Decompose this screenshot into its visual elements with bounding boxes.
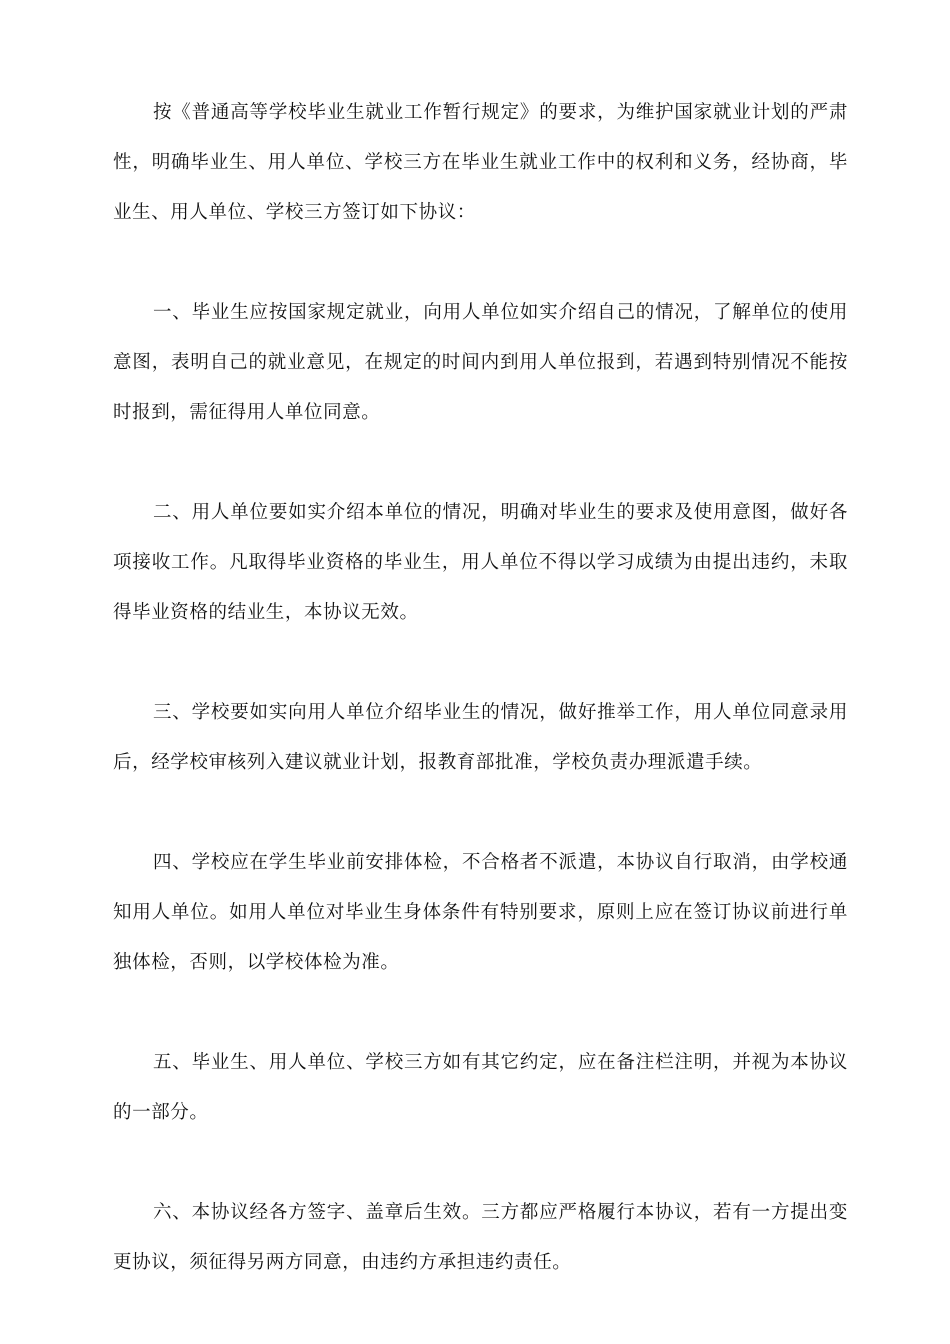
clause-3-paragraph: 三、学校要如实向用人单位介绍毕业生的情况，做好推举工作，用人单位同意录用后，经学校审核列入建议就业计划，报教育部批准，学校负责办理派遣手续。 (113, 702, 848, 773)
clause-1-paragraph: 一、毕业生应按国家规定就业，向用人单位如实介绍自己的情况，了解单位的使用意图，表明自己的就业意见，在规定的时间内到用人单位报到，若遇到特别情况不能按时报到，需征得用人单位同意。 (113, 302, 848, 423)
clause-6-paragraph: 六、本协议经各方签字、盖章后生效。三方都应严格履行本协议，若有一方提出变更协议，须征得另两方同意，由违约方承担违约责任。 (113, 1202, 848, 1273)
clause-5-paragraph: 五、毕业生、用人单位、学校三方如有其它约定，应在备注栏注明，并视为本协议的一部分。 (113, 1052, 848, 1123)
clause-2-paragraph: 二、用人单位要如实介绍本单位的情况，明确对毕业生的要求及使用意图，做好各项接收工作。凡取得毕业资格的毕业生，用人单位不得以学习成绩为由提出违约，未取得毕业资格的结业生，本协议无效。 (113, 502, 848, 623)
preamble-paragraph: 按《普通高等学校毕业生就业工作暂行规定》的要求，为维护国家就业计划的严肃性，明确毕业生、用人单位、学校三方在毕业生就业工作中的权利和义务，经协商，毕业生、用人单位、学校三方签订如下协议： (113, 102, 848, 223)
clause-4-paragraph: 四、学校应在学生毕业前安排体检，不合格者不派遣，本协议自行取消，由学校通知用人单位。如用人单位对毕业生身体条件有特别要求，原则上应在签订协议前进行单独体检，否则，以学校体检为准。 (113, 852, 848, 973)
